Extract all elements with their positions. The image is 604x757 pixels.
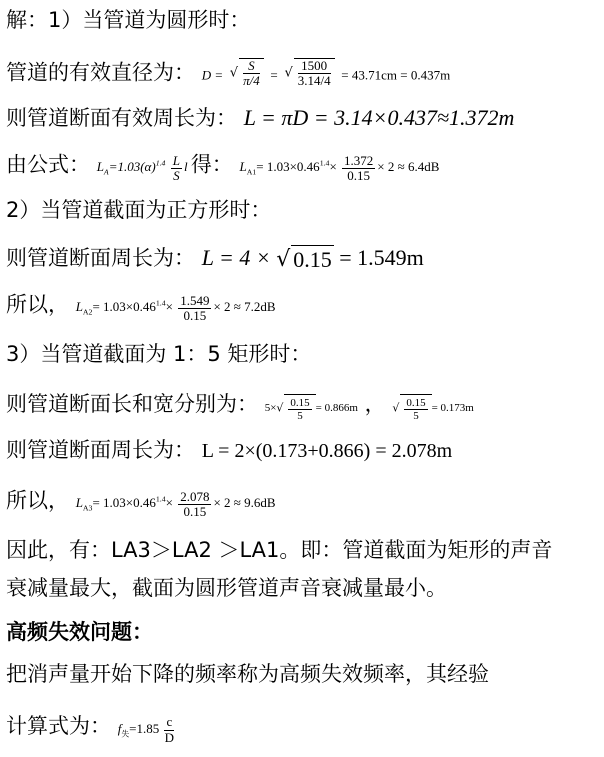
formula-la1-frac: $\frac{1.372}{0.15}$ (344, 152, 374, 183)
formula-hf-frac: $\frac{c}{D}$ (164, 714, 175, 745)
formula-rect-short: √ $\frac{0.15}{5}$ = 0.173m (392, 402, 474, 414)
formula-diameter-root2 (294, 58, 335, 89)
label-calc-formula: 计算式为： (6, 714, 111, 738)
label-effective-perimeter: 则管道断面有效周长为： (6, 106, 237, 130)
line-solution-part3: 3）当管道截面为 1：5 矩形时： (6, 342, 312, 366)
line-conclusion-2: 衰减量最大，截面为圆形管道声音衰减量最小。 (6, 576, 447, 600)
formula-diameter-frac1: $\frac{S}{\pi/4}$ (243, 58, 260, 89)
formula-diameter-root1 (239, 58, 264, 89)
formula-perimeter-circle: L = πD = 3.14×0.437≈1.372m (243, 105, 515, 130)
line-conclusion-1: 因此，有：LA3＞LA2 ＞LA1。即：管道截面为矩形的声音 (6, 538, 553, 562)
radical-sign: √ (284, 65, 293, 81)
formula-la1: $L_{A1}= 1.03\times 0.46^{1.4}\times$ $\frac{1.372}{0.15}$ × 2 ≈ 6.4dB (239, 152, 440, 183)
formula-la3-frac: $\frac{2.078}{0.15}$ (180, 488, 210, 519)
line-hf-definition: 把消声量开始下降的频率称为高频失效频率，其经验 (6, 662, 489, 686)
line-solution-part2: 2）当管道截面为正方形时： (6, 198, 272, 222)
line-effective-diameter (6, 58, 450, 89)
line-solution-part1: 解：1）当管道为圆形时： (6, 8, 251, 32)
line-la2 (6, 290, 276, 327)
formula-rect-long: 5×√ $\frac{0.15}{5}$ = 0.866m (265, 402, 358, 414)
formula-la2-frac: $\frac{1.549}{0.15}$ (180, 292, 210, 323)
label-by-formula: 由公式： (6, 152, 90, 177)
label-get: 得： (190, 152, 233, 177)
formula-diameter-result: = 43.71cm = 0.437m (341, 67, 451, 83)
separator-comma: ， (364, 392, 386, 416)
line-rect-sides (6, 390, 474, 423)
formula-la3: $L_{A3}= 1.03\times 0.46^{1.4}\times$ $\frac{2.078}{0.15}$ × 2 ≈ 9.6dB (75, 488, 276, 519)
formula-rect-perimeter: L = 2×(0.173+0.866) = 2.078m (201, 440, 453, 462)
label-square-perimeter: 则管道断面周长为： (6, 246, 195, 270)
label-therefore-1: 所以， (6, 292, 69, 317)
formula-hf: $f_失=1.85$ $\frac{c}{D}$ (117, 714, 175, 745)
formula-la2: $L_{A2}= 1.03\times 0.46^{1.4}\times$ $\frac{1.549}{0.15}$ × 2 ≈ 7.2dB (75, 292, 276, 323)
formula-general-frac: $\frac{L}{S}$ (172, 152, 180, 183)
line-hf-formula (6, 712, 176, 749)
label-effective-diameter: 管道的有效直径为： (6, 60, 195, 85)
formula-diameter-lhs: D = (201, 67, 224, 83)
label-rect-perimeter: 则管道断面周长为： (6, 438, 195, 462)
line-la3 (6, 486, 276, 523)
line-square-perimeter (6, 244, 424, 274)
formula-square-perimeter: L = 4 × √ 0.15 = 1.549m (201, 245, 424, 273)
formula-general: $L_A=1.03(\alpha)^{1.4}$ $\frac{L}{S}$ l (96, 152, 188, 183)
heading-high-frequency-failure: 高频失效问题： (6, 620, 153, 644)
radical-sign: √ (229, 65, 239, 81)
label-therefore-2: 所以， (6, 488, 69, 513)
line-effective-perimeter (6, 104, 514, 132)
line-general-formula (6, 150, 439, 187)
formula-diameter-frac2: $\frac{1500}{3.14/4}$ (297, 58, 331, 89)
label-rect-sides: 则管道断面长和宽分别为： (6, 392, 258, 416)
formula-diameter-eq: = (270, 67, 278, 83)
line-rect-perimeter (6, 436, 452, 465)
